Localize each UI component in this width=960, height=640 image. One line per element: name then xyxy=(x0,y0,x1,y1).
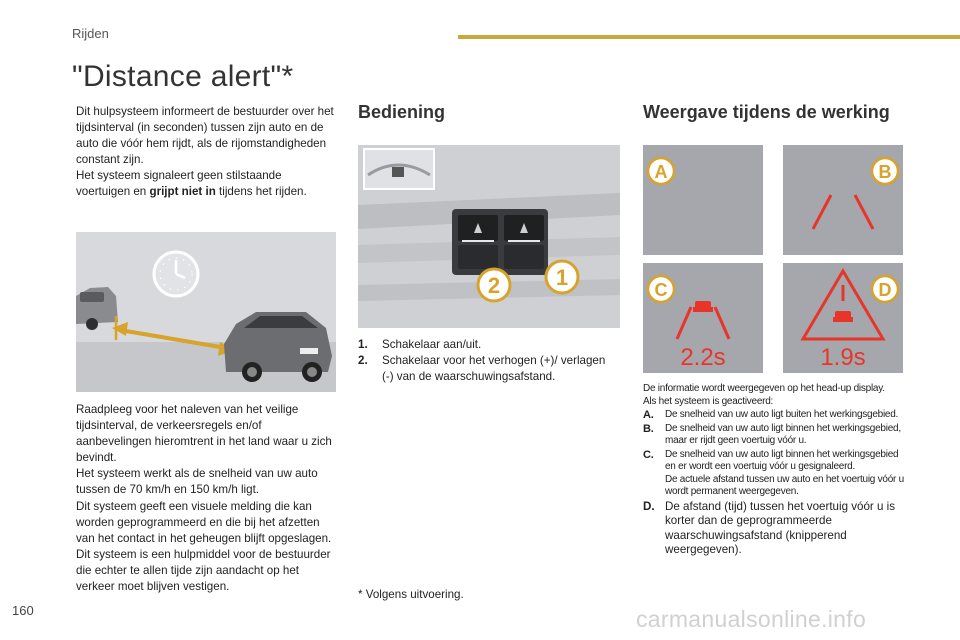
intro-paragraph-2 xyxy=(76,168,338,200)
body-text xyxy=(76,402,340,595)
info-item-label: B. xyxy=(643,422,654,435)
clock-icon xyxy=(154,252,198,296)
intro-p2-start: Het systeem signaleert geen stilstaande voertuigen en xyxy=(76,169,282,198)
info-item-label: D. xyxy=(643,499,655,513)
list-item xyxy=(358,353,620,385)
info-intro: De informatie wordt weergegeven op het head-up display. xyxy=(643,383,885,394)
dashboard-switch-illustration xyxy=(358,145,620,328)
info-item-text: De snelheid van uw auto ligt binnen het werkingsgebied, maar er rijdt geen voertuig vóór u. xyxy=(665,422,901,446)
page-title: "Distance alert"* xyxy=(72,60,294,93)
body-paragraph: Dit systeem is een hulpmiddel voor de bestuurder die echter te allen tijde zijn aandacht op het verkeer moet blijven vestigen. xyxy=(76,547,331,594)
watermark: carmanualsonline.info xyxy=(636,606,867,632)
body-paragraph: Dit systeem geeft een visuele melding die kan worden geprogrammeerd en die bij het afzetten van het contact in het geheugen blijft opgeslagen. xyxy=(76,499,332,545)
hud-b-graphic xyxy=(783,145,903,255)
body-paragraph: Het systeem werkt als de snelheid van uw auto tussen de 70 km/h en 150 km/h ligt. xyxy=(76,467,318,497)
switch-block xyxy=(452,209,548,275)
weergave-heading: Weergave tijdens de werking xyxy=(643,102,890,122)
callout-1 xyxy=(546,261,578,293)
hud-panels xyxy=(643,145,903,373)
callout-1-label: 1 xyxy=(555,265,569,290)
info-item-c-extra: De actuele afstand tussen uw auto en het voertuig vóór u wordt permanent weergegeven. xyxy=(665,473,904,497)
hud-panel-a xyxy=(643,145,763,255)
list-item-text: Schakelaar voor het verhogen (+)/ verlagen (-) van de waarschuwingsafstand. xyxy=(382,354,606,383)
distance-readout: 2.2s xyxy=(680,344,726,371)
bediening-heading: Bediening xyxy=(358,102,446,122)
info-item-b xyxy=(643,423,908,448)
panel-letter: A xyxy=(654,162,668,182)
hud-panel-c xyxy=(643,263,763,373)
info-item-text: De snelheid van uw auto ligt buiten het werkingsgebied. xyxy=(665,409,899,420)
info-item-d xyxy=(643,500,908,558)
list-item-text: Schakelaar aan/uit. xyxy=(382,338,482,351)
rear-car-icon xyxy=(224,312,332,382)
panel-letter: C xyxy=(654,280,668,300)
info-item-label: A. xyxy=(643,409,654,421)
footnote: * Volgens uitvoering. xyxy=(358,588,464,601)
info-intro: Als het systeem is geactiveerd: xyxy=(643,395,774,407)
list-item-number: 2. xyxy=(358,354,368,367)
body-paragraph: Raadpleeg voor het naleven van het veilige tijdsinterval, de verkeersregels en/of aanbevelingen hieromtrent in het land waar u zich bevindt. xyxy=(76,403,332,465)
bediening-list xyxy=(358,337,620,385)
callout-2 xyxy=(478,269,510,301)
hud-panel-d xyxy=(783,263,903,373)
info-item-text: De afstand (tijd) tussen het voertuig vóór u is korter dan de geprogrammeerde waarschuwingsafstand (knipperend weergegeven). xyxy=(665,499,896,556)
intro-p2-end: tijdens het rijden. xyxy=(215,185,307,198)
intro-p2-emphasis: grijpt niet in xyxy=(149,185,216,198)
hud-panel-b xyxy=(783,145,903,255)
dashboard-inset-icon xyxy=(364,149,434,189)
info-item-c xyxy=(643,449,908,474)
hud-d-graphic xyxy=(783,263,903,373)
car-ahead-icon xyxy=(693,301,713,312)
distance-illustration xyxy=(76,232,336,392)
intro-paragraph-1: Dit hulpsysteem informeert de bestuurder over het tijdsinterval (in seconden) tussen zijn auto en de auto die vóór hem rijdt, als de rijomstandigheden constant zijn. xyxy=(76,105,334,166)
switch-panel-graphic xyxy=(358,145,620,328)
header-rule xyxy=(458,35,960,39)
info-item-text: De snelheid van uw auto ligt binnen het werkingsgebied en er wordt een voertuig vóór u gesignaleerd. xyxy=(665,448,899,472)
list-item-number: 1. xyxy=(358,338,368,351)
list-item xyxy=(358,337,620,353)
section-label: Rijden xyxy=(72,26,109,41)
panel-letter: D xyxy=(878,280,892,300)
panel-letter: B xyxy=(878,162,892,182)
callout-2-label: 2 xyxy=(487,273,501,298)
car-ahead-icon xyxy=(833,311,853,322)
info-item-a xyxy=(643,409,908,422)
hud-c-graphic xyxy=(643,263,763,373)
info-item-label: C. xyxy=(643,448,654,461)
cars-clock-graphic xyxy=(76,232,336,392)
hud-a-graphic xyxy=(643,145,763,255)
intro-text xyxy=(76,104,338,200)
page-number: 160 xyxy=(12,603,34,618)
distance-readout: 1.9s xyxy=(820,344,866,371)
weergave-info xyxy=(643,383,908,558)
